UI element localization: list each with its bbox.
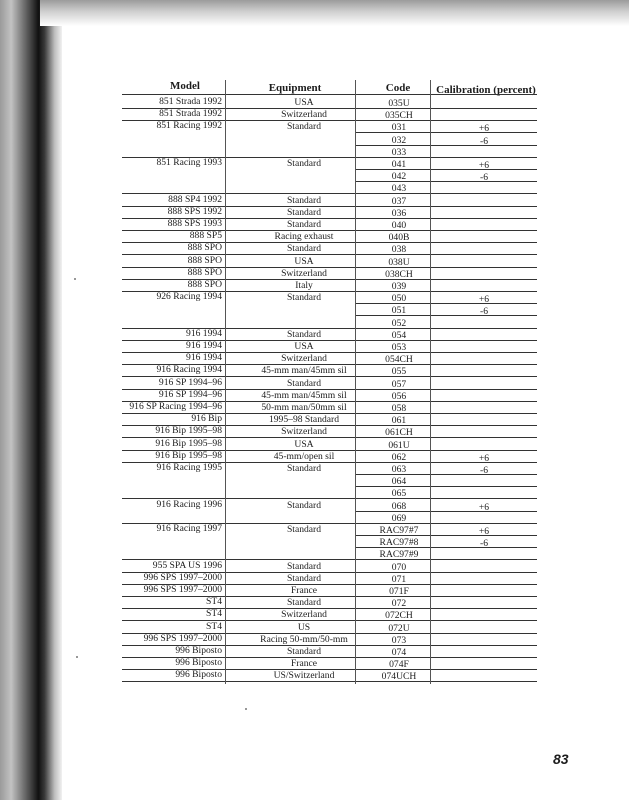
column-divider [355,80,356,684]
equipment-cell: 45-mm man/45mm sil [261,389,347,401]
equipment-cell: Standard [286,219,322,230]
model-cell: 888 SPS 1992 [167,205,222,217]
model-cell: 888 SP4 1992 [168,193,222,205]
code-cell: 062 [391,451,407,463]
code-cell: RAC97#8 [379,537,419,549]
equipment-cell: Switzerland [281,353,327,365]
equipment-cell: 1995–98 Standard [268,414,340,426]
equipment-cell: Standard [286,158,322,169]
equipment-cell: Standard [286,524,322,535]
code-cell: 051 [391,305,407,317]
model-cell: 916 Racing 1995 [156,462,222,473]
model-cell: ST4 [206,608,222,620]
model-cell: 888 SPO [187,279,222,290]
model-cell: 996 Biposto [175,657,222,669]
model-cell: 916 1994 [186,327,222,339]
code-cell: 052 [391,317,407,329]
model-cell: 916 Racing 1994 [156,364,222,376]
calibration-cell: +6 [478,294,490,306]
code-cell: 040 [391,220,407,231]
model-cell: 916 1994 [186,340,222,351]
code-cell: 038CH [385,268,413,280]
model-cell: 916 SP 1994–96 [158,376,222,388]
code-cell: 035U [388,98,410,109]
code-cell: 071 [391,573,407,585]
code-cell: 040B [388,232,410,244]
code-cell: RAC97#9 [379,549,419,561]
row-rule [355,511,537,512]
code-cell: 055 [391,366,407,378]
model-cell: 916 Bip 1995–98 [155,449,222,461]
equipment-cell: Standard [286,572,322,584]
equipment-cell: France [290,658,318,670]
code-cell: 070 [391,561,407,573]
header-code: Code [385,82,411,94]
calibration-cell: -6 [480,306,488,318]
calibration-cell: -6 [480,465,488,476]
row-rule [355,145,537,146]
equipment-cell: 50-mm man/50mm sil [261,402,347,413]
row-rule [355,303,537,304]
model-cell: 916 Racing 1996 [156,498,222,510]
model-cell: 888 SPS 1993 [167,218,222,229]
model-cell: 916 1994 [186,352,222,364]
model-cell: 888 SP5 [189,230,222,242]
model-cell: 916 SP 1994–96 [158,388,222,400]
header-equipment: Equipment [268,82,322,94]
equipment-cell: Standard [286,499,322,511]
equipment-cell: Switzerland [281,426,327,438]
code-cell: 053 [391,342,407,353]
equipment-cell: US/Switzerland [273,670,335,682]
equipment-cell: Standard [286,328,322,340]
row-rule [355,181,537,182]
model-cell: 996 SPS 1997–2000 [143,571,222,583]
code-cell: 071F [389,586,409,597]
equipment-cell: US [297,621,311,633]
equipment-cell: USA [294,341,314,352]
code-cell: 058 [391,403,407,414]
code-cell: 063 [391,464,407,475]
code-cell: 074 [391,647,407,658]
code-cell: 072 [391,598,407,610]
equipment-cell: USA [294,255,314,267]
calibration-cell: +6 [478,501,490,513]
code-cell: 065 [391,488,407,500]
row-rule [355,169,537,170]
code-cell: 036 [391,207,407,219]
equipment-cell: Standard [286,646,322,657]
code-cell: RAC97#7 [379,525,419,536]
equipment-cell: Standard [286,194,322,206]
code-cell: 061U [388,439,410,451]
equipment-cell: Standard [286,377,322,389]
code-cell: 072CH [385,610,413,622]
code-cell: 037 [391,195,407,207]
code-cell: 072U [388,622,410,634]
equipment-cell: Standard [286,206,322,218]
code-cell: 038U [388,256,410,268]
code-cell: 042 [391,171,407,183]
code-cell: 074F [389,659,409,671]
equipment-cell: USA [294,97,314,108]
model-cell: 916 Bip [191,413,222,425]
model-cell: 851 Strada 1992 [159,96,222,107]
calibration-cell: -6 [480,538,488,550]
code-cell: 043 [391,183,407,195]
equipment-cell: 45-mm/open sil [273,450,335,462]
scan-speck [74,278,76,280]
model-cell: ST4 [206,596,222,608]
calibration-cell: +6 [478,123,490,135]
model-cell: 996 Biposto [175,669,222,681]
equipment-cell: Standard [286,463,322,474]
code-cell: 061CH [385,427,413,439]
equipment-cell: Standard [286,243,322,255]
model-cell: 955 SPA US 1996 [152,559,222,571]
row-rule [355,315,537,316]
model-cell: 916 SP Racing 1994–96 [129,401,222,412]
calibration-cell: -6 [480,135,488,147]
equipment-cell: Switzerland [281,109,327,121]
calibration-cell: -6 [480,172,488,184]
column-divider [430,80,431,684]
scan-speck [245,708,247,710]
equipment-cell: Switzerland [281,267,327,279]
equipment-cell: 45-mm man/45mm sil [261,365,347,377]
code-cell: 031 [391,122,407,134]
scan-speck [76,656,78,658]
code-cell: 054 [391,329,407,341]
code-cell: 054CH [385,354,413,366]
model-cell: ST4 [206,620,222,632]
code-cell: 057 [391,378,407,390]
model-cell: 996 SPS 1997–2000 [143,584,222,595]
row-rule [122,681,537,682]
code-cell: 032 [391,134,407,146]
calibration-cell: +6 [478,160,490,171]
calibration-cell: +6 [478,526,490,537]
model-cell: 996 SPS 1997–2000 [143,632,222,644]
equipment-cell: Standard [286,292,322,304]
page-number: 83 [553,751,569,767]
code-cell: 074UCH [381,671,417,683]
header-model: Model [170,80,200,92]
code-cell: 068 [391,500,407,512]
model-cell: 851 Strada 1992 [159,108,222,120]
code-cell: 064 [391,476,407,488]
equipment-cell: France [290,585,318,596]
model-cell: 851 Racing 1992 [156,120,222,132]
row-rule [355,474,537,475]
model-cell: 888 SPO [187,266,222,278]
row-rule [355,132,537,133]
model-cell: 996 Biposto [175,645,222,656]
row-rule [355,547,537,548]
header-rule [122,94,537,95]
code-cell: 073 [391,634,407,646]
model-cell: 851 Racing 1993 [156,157,222,168]
model-cell: 916 Bip 1995–98 [155,425,222,437]
equipment-cell: Switzerland [281,609,327,621]
model-cell: 888 SPO [187,242,222,254]
model-cell: 888 SPO [187,254,222,266]
code-cell: 038 [391,244,407,256]
row-rule [355,486,537,487]
calibration-cell: +6 [478,452,490,464]
code-cell: 039 [391,281,407,292]
row-rule [355,535,537,536]
header-calibration: Calibration (percent) [436,84,536,96]
equipment-cell: Italy [295,280,313,291]
code-cell: 035CH [385,110,413,122]
column-divider [225,80,226,684]
code-cell: 061 [391,415,407,427]
code-cell: 033 [391,146,407,158]
equipment-cell: Standard [286,597,322,609]
equipment-cell: Racing exhaust [274,231,334,243]
equipment-cell: Standard [286,121,322,133]
model-cell: 916 Bip 1995–98 [155,437,222,449]
code-cell: 069 [391,512,407,524]
code-cell: 056 [391,390,407,402]
equipment-cell: Racing 50-mm/50-mm [260,633,348,645]
model-cell: 926 Racing 1994 [156,291,222,303]
equipment-cell: Standard [286,560,322,572]
model-cell: 916 Racing 1997 [156,523,222,534]
code-cell: 041 [391,159,407,170]
code-cell: 050 [391,293,407,305]
equipment-cell: USA [294,438,314,450]
